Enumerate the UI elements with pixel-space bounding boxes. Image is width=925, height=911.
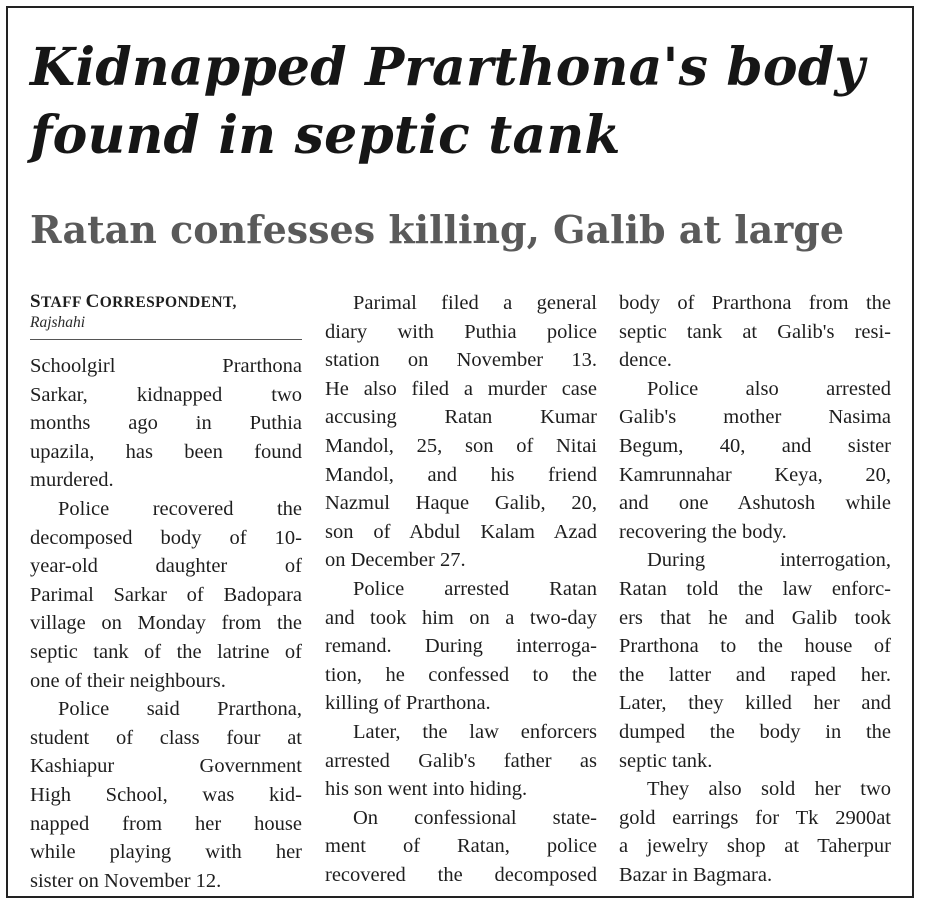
body-text-line: dumped the body in the (619, 720, 891, 743)
article-headline: Kidnapped Prarthona's body found in septic tank (30, 37, 865, 166)
column-1-text (30, 352, 302, 895)
body-text-line: Later, the law enforcers (353, 720, 597, 743)
body-text-line: Nazmul Haque Galib, 20, (325, 492, 597, 515)
body-text-line: remand. During interroga- (325, 635, 597, 658)
body-text-line: High School, was kid- (30, 783, 302, 806)
body-text-line: student of class four at (30, 726, 302, 749)
body-text-line: Schoolgirl Prarthona (30, 355, 302, 377)
body-text-line: Mandol, and his friend (325, 463, 597, 486)
body-text-line: Police said Prarthona, (58, 698, 302, 721)
body-text-line: They also sold her two (647, 778, 891, 801)
body-text-line: septic tank of the latrine of (30, 640, 302, 663)
body-text-line: year-old daughter of (30, 555, 302, 578)
body-text-line: and took him on a two-day (325, 606, 597, 629)
byline-text: STAFF CORRESPONDENT, (30, 291, 237, 312)
body-text-line: one of their neighbours. (30, 669, 226, 692)
body-text-line: gold earrings for Tk 2900at (619, 806, 891, 829)
body-text-line: Police recovered the (58, 497, 302, 520)
body-text-line: napped from her house (30, 812, 302, 835)
body-text-line: his son went into hiding. (325, 778, 528, 801)
column-1 (30, 289, 302, 895)
body-text-line: On confessional state- (353, 806, 597, 829)
body-text-line: son of Abdul Kalam Azad (325, 520, 597, 543)
body-text-line: ers that he and Galib took (619, 606, 891, 629)
body-text-line: recovering the body. (619, 520, 787, 543)
body-text-line: Later, they killed her and (619, 692, 891, 715)
article-body (30, 289, 891, 892)
body-text-line: Begum, 40, and sister (619, 434, 891, 457)
body-text-line: During interrogation, (647, 549, 891, 572)
column-3 (619, 289, 891, 889)
body-text-line: decomposed body of 10- (30, 526, 302, 549)
body-text-line: the latter and raped her. (619, 663, 891, 686)
article-subheadline: Ratan confesses killing, Galib at large (30, 207, 845, 252)
body-text-line: Mandol, 25, son of Nitai (325, 434, 597, 457)
body-text-line: Kamrunnahar Keya, 20, (619, 463, 891, 486)
body-text-line: on December 27. (325, 549, 466, 572)
body-text-line: months ago in Puthia (30, 412, 302, 435)
body-text-line: accusing Ratan Kumar (325, 406, 597, 429)
body-text-line: septic tank. (619, 749, 713, 772)
body-text-line: dence. (619, 349, 672, 372)
body-text-line: tion, he confessed to the (325, 663, 597, 686)
body-text-line: arrested Galib's father as (325, 749, 597, 772)
body-text-line: septic tank at Galib's resi- (619, 320, 891, 343)
body-text-line: Prarthona to the house of (619, 635, 891, 658)
body-text-line: Parimal filed a general (353, 292, 597, 314)
body-text-line: upazila, has been found (30, 440, 302, 463)
body-text-line: sister on November 12. (30, 869, 222, 892)
body-text-line: diary with Puthia police (325, 320, 597, 343)
body-text-line: Galib's mother Nasima (619, 406, 891, 429)
body-text-line: a jewelry shop at Taherpur (619, 835, 891, 858)
body-text-line: Bazar in Bagmara. (619, 863, 773, 886)
column-2 (325, 289, 597, 889)
body-text-line: Sarkar, kidnapped two (30, 383, 302, 406)
body-text-line: killing of Prarthona. (325, 692, 491, 715)
column-2-text (325, 289, 597, 889)
body-text-line: body of Prarthona from the (619, 292, 891, 314)
body-text-line: Police also arrested (647, 377, 891, 400)
body-text-line: ment of Ratan, police (325, 835, 597, 858)
body-text-line: Police arrested Ratan (353, 577, 597, 600)
body-text-line: Parimal Sarkar of Badopara (30, 583, 302, 606)
body-text-line: Kashiapur Government (30, 755, 302, 778)
body-text-line: Ratan told the law enforc- (619, 577, 891, 600)
column-3-text (619, 289, 891, 889)
body-text-line: station on November 13. (325, 349, 597, 372)
body-text-line: while playing with her (30, 841, 302, 864)
body-text-line: village on Monday from the (30, 612, 302, 635)
byline (30, 292, 302, 313)
body-text-line: murdered. (30, 469, 114, 492)
body-text-line: He also filed a murder case (325, 377, 597, 400)
body-text-line: and one Ashutosh while (619, 492, 891, 515)
body-text-line: recovered the decomposed (325, 863, 597, 886)
dateline: Rajshahi (30, 313, 302, 340)
